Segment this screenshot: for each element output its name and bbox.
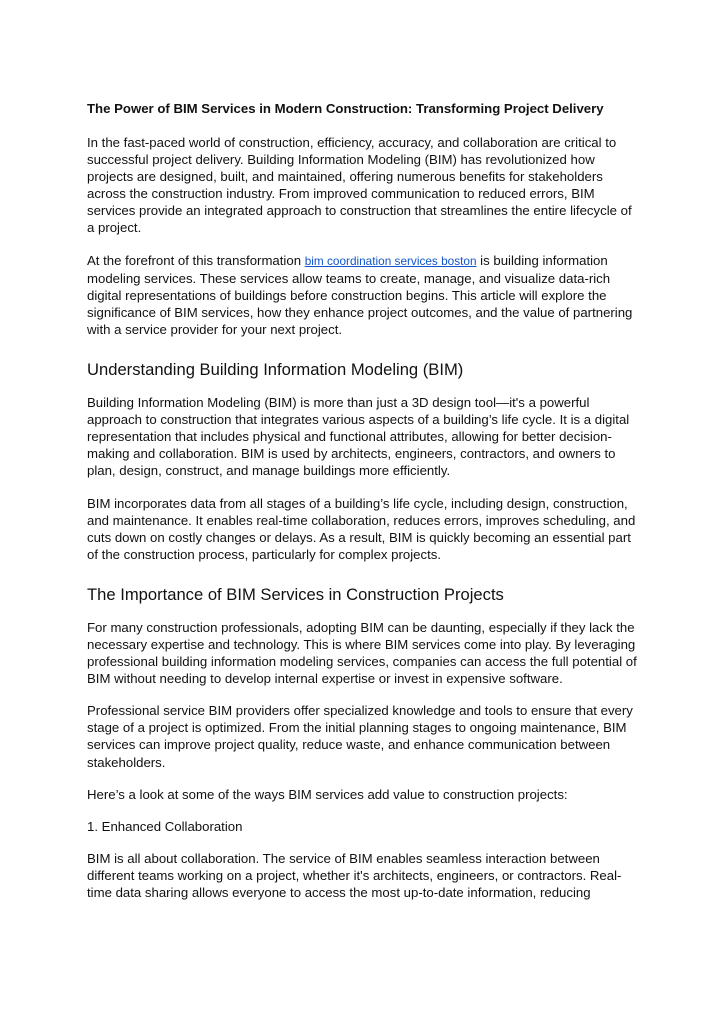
forefront-text-end: is building information modeling services. These services allow teams to create, manage, and visualize data-rich digital representations of buildings before construction begins. This article will explore the significance of BIM services, how they enhance project outcomes, and the value of partnering with a service provider for your next project. [87,252,633,337]
section1-paragraph-2: BIM incorporates data from all stages of a building’s life cycle, including design, construction, and maintenance. It enables real-time collaboration, reduces errors, improves scheduling, and cuts down on costly changes or delays. As a result, BIM is quickly becoming an essential part of the construction process, particularly for complex projects. [87,495,636,562]
section1-paragraph-1: Building Information Modeling (BIM) is more than just a 3D design tool—it's a powerful approach to construction that integrates various aspects of a building’s life cycle. It is a digital representation that includes physical and functional attributes, allowing for better decision-making and collaboration. BIM is used by architects, engineers, contractors, and owners to plan, design, construct, and manage buildings more efficiently. [87,395,630,479]
section2-paragraph-1: For many construction professionals, adopting BIM can be daunting, especially if they lack the necessary expertise and technology. This is where BIM services come into play. By leveraging professional building information modeling services, companies can access the full potential of BIM without needing to develop internal expertise or invest in expensive software. [87,619,637,687]
document-page [87,100,639,916]
collaboration-paragraph: BIM is all about collaboration. The service of BIM enables seamless interaction between different teams working on a project, whether it's architects, engineers, or contractors. Real-time data sharing allows everyone to access the most up-to-date information, reducing [87,850,622,900]
forefront-paragraph [87,252,639,338]
list-item-heading-collaboration: 1. Enhanced Collaboration [87,818,243,834]
section-heading-importance-bim: The Importance of BIM Services in Construction Projects [87,584,504,604]
intro-paragraph: In the fast-paced world of construction, efficiency, accuracy, and collaboration are critical to successful project delivery. Building Information Modeling (BIM) has revolutionized how projects are designed, built, and maintained, offering numerous benefits for stakeholders across the construction industry. From improved communication to reduced errors, BIM services provide an integrated approach to construction that streamlines the entire lifecycle of a project. [87,135,632,236]
forefront-text-start: At the forefront of this transformation [87,252,305,268]
bim-coordination-link[interactable]: bim coordination services boston [304,253,477,268]
section2-paragraph-3: Here’s a look at some of the ways BIM services add value to construction projects: [87,786,568,802]
document-title: The Power of BIM Services in Modern Construction: Transforming Project Delivery [87,101,604,116]
section-heading-understanding-bim: Understanding Building Information Modeling (BIM) [87,360,464,380]
section2-paragraph-2: Professional service BIM providers offer specialized knowledge and tools to ensure that every stage of a project is optimized. From the initial planning stages to ongoing maintenance, BIM services can improve project quality, reduce waste, and enhance communication between stakeholders. [87,703,633,770]
